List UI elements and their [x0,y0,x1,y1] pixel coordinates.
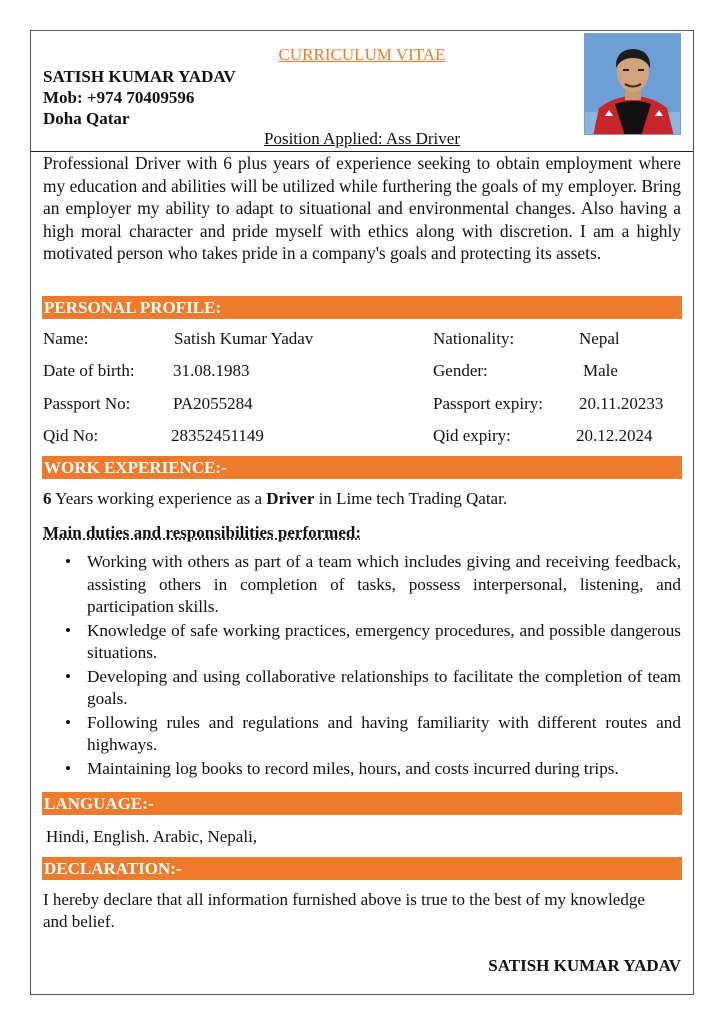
document-title: CURRICULUM VITAE [278,45,446,64]
personal-profile-heading: PERSONAL PROFILE: [42,296,682,319]
profile-label: Name: [43,329,89,348]
profile-label: Date of birth: [43,361,135,380]
profile-label: Passport expiry: [433,394,544,413]
experience-years: 6 [43,489,52,508]
duties-list [43,551,681,781]
profile-label: Qid No: [43,426,99,445]
list-item [43,620,681,665]
duty-text: Maintaining log books to record miles, hours, and costs incurred during trips. [87,758,619,778]
declaration-text: I hereby declare that all information furnished above is true to the best of my knowledge and belief. [43,890,645,931]
bullet-icon: • [65,666,72,686]
profile-label: Passport No: [43,394,131,413]
bullet-icon: • [65,712,72,732]
list-item [43,712,681,757]
duties-heading: Main duties and responsibilities performed: [43,523,361,542]
profile-label: Qid expiry: [433,426,511,445]
list-item [43,666,681,711]
experience-role: Driver [266,489,315,508]
list-item [43,551,681,619]
bullet-icon: • [65,620,72,640]
professional-summary: Professional Driver with 6 plus years of experience seeking to obtain employment where my education and abilities will be utilized while furthering the goals of my employer. Bring an employer my ability to adapt to situational and environmental changes. Also having a high moral character and pride myself with ethics along with discretion. I am a highly motivated person who takes pride in a company's goals and protecting its assets. [43,153,681,263]
duty-text: Working with others as part of a team which includes giving and receiving feedback, assisting others in completion of tasks, possess interpersonal, listening, and participation skills. [87,552,681,616]
profile-label: Gender: [433,361,488,380]
profile-photo [584,33,681,135]
profile-value: 31.08.1983 [173,361,250,380]
signature-name: SATISH KUMAR YADAV [488,956,681,975]
profile-value: 20.11.20233 [579,394,664,413]
profile-value: PA2055284 [173,394,253,413]
bullet-icon: • [65,758,72,778]
profile-label: Nationality: [433,329,515,348]
mobile-number: Mob: +974 70409596 [43,88,195,107]
cv-page [30,30,694,995]
profile-value: 28352451149 [171,426,264,445]
experience-text: in Lime tech Trading Qatar. [314,489,508,508]
person-photo-icon [585,34,681,135]
duty-text: Knowledge of safe working practices, emergency procedures, and possible dangerous situations. [87,620,681,662]
declaration-heading: DECLARATION:- [42,857,682,880]
location: Doha Qatar [43,109,130,128]
profile-value: Satish Kumar Yadav [174,329,314,348]
experience-text: Years working experience as a [51,489,267,508]
bullet-icon: • [65,552,72,571]
language-heading: LANGUAGE:- [42,792,682,815]
work-experience-heading: WORK EXPERIENCE:- [42,456,682,479]
list-item [43,758,681,781]
profile-value: 20.12.2024 [576,426,653,445]
duty-text: Developing and using collaborative relationships to facilitate the completion of team goals. [87,666,681,708]
profile-value: Male [583,361,618,380]
applicant-name: SATISH KUMAR YADAV [43,67,236,86]
duty-text: Following rules and regulations and having familiarity with different routes and highways. [87,712,681,754]
position-applied: Position Applied: Ass Driver [264,129,460,148]
experience-summary [43,488,507,510]
profile-value: Nepal [579,329,620,348]
language-list: Hindi, English. Arabic, Nepali, [46,827,258,846]
